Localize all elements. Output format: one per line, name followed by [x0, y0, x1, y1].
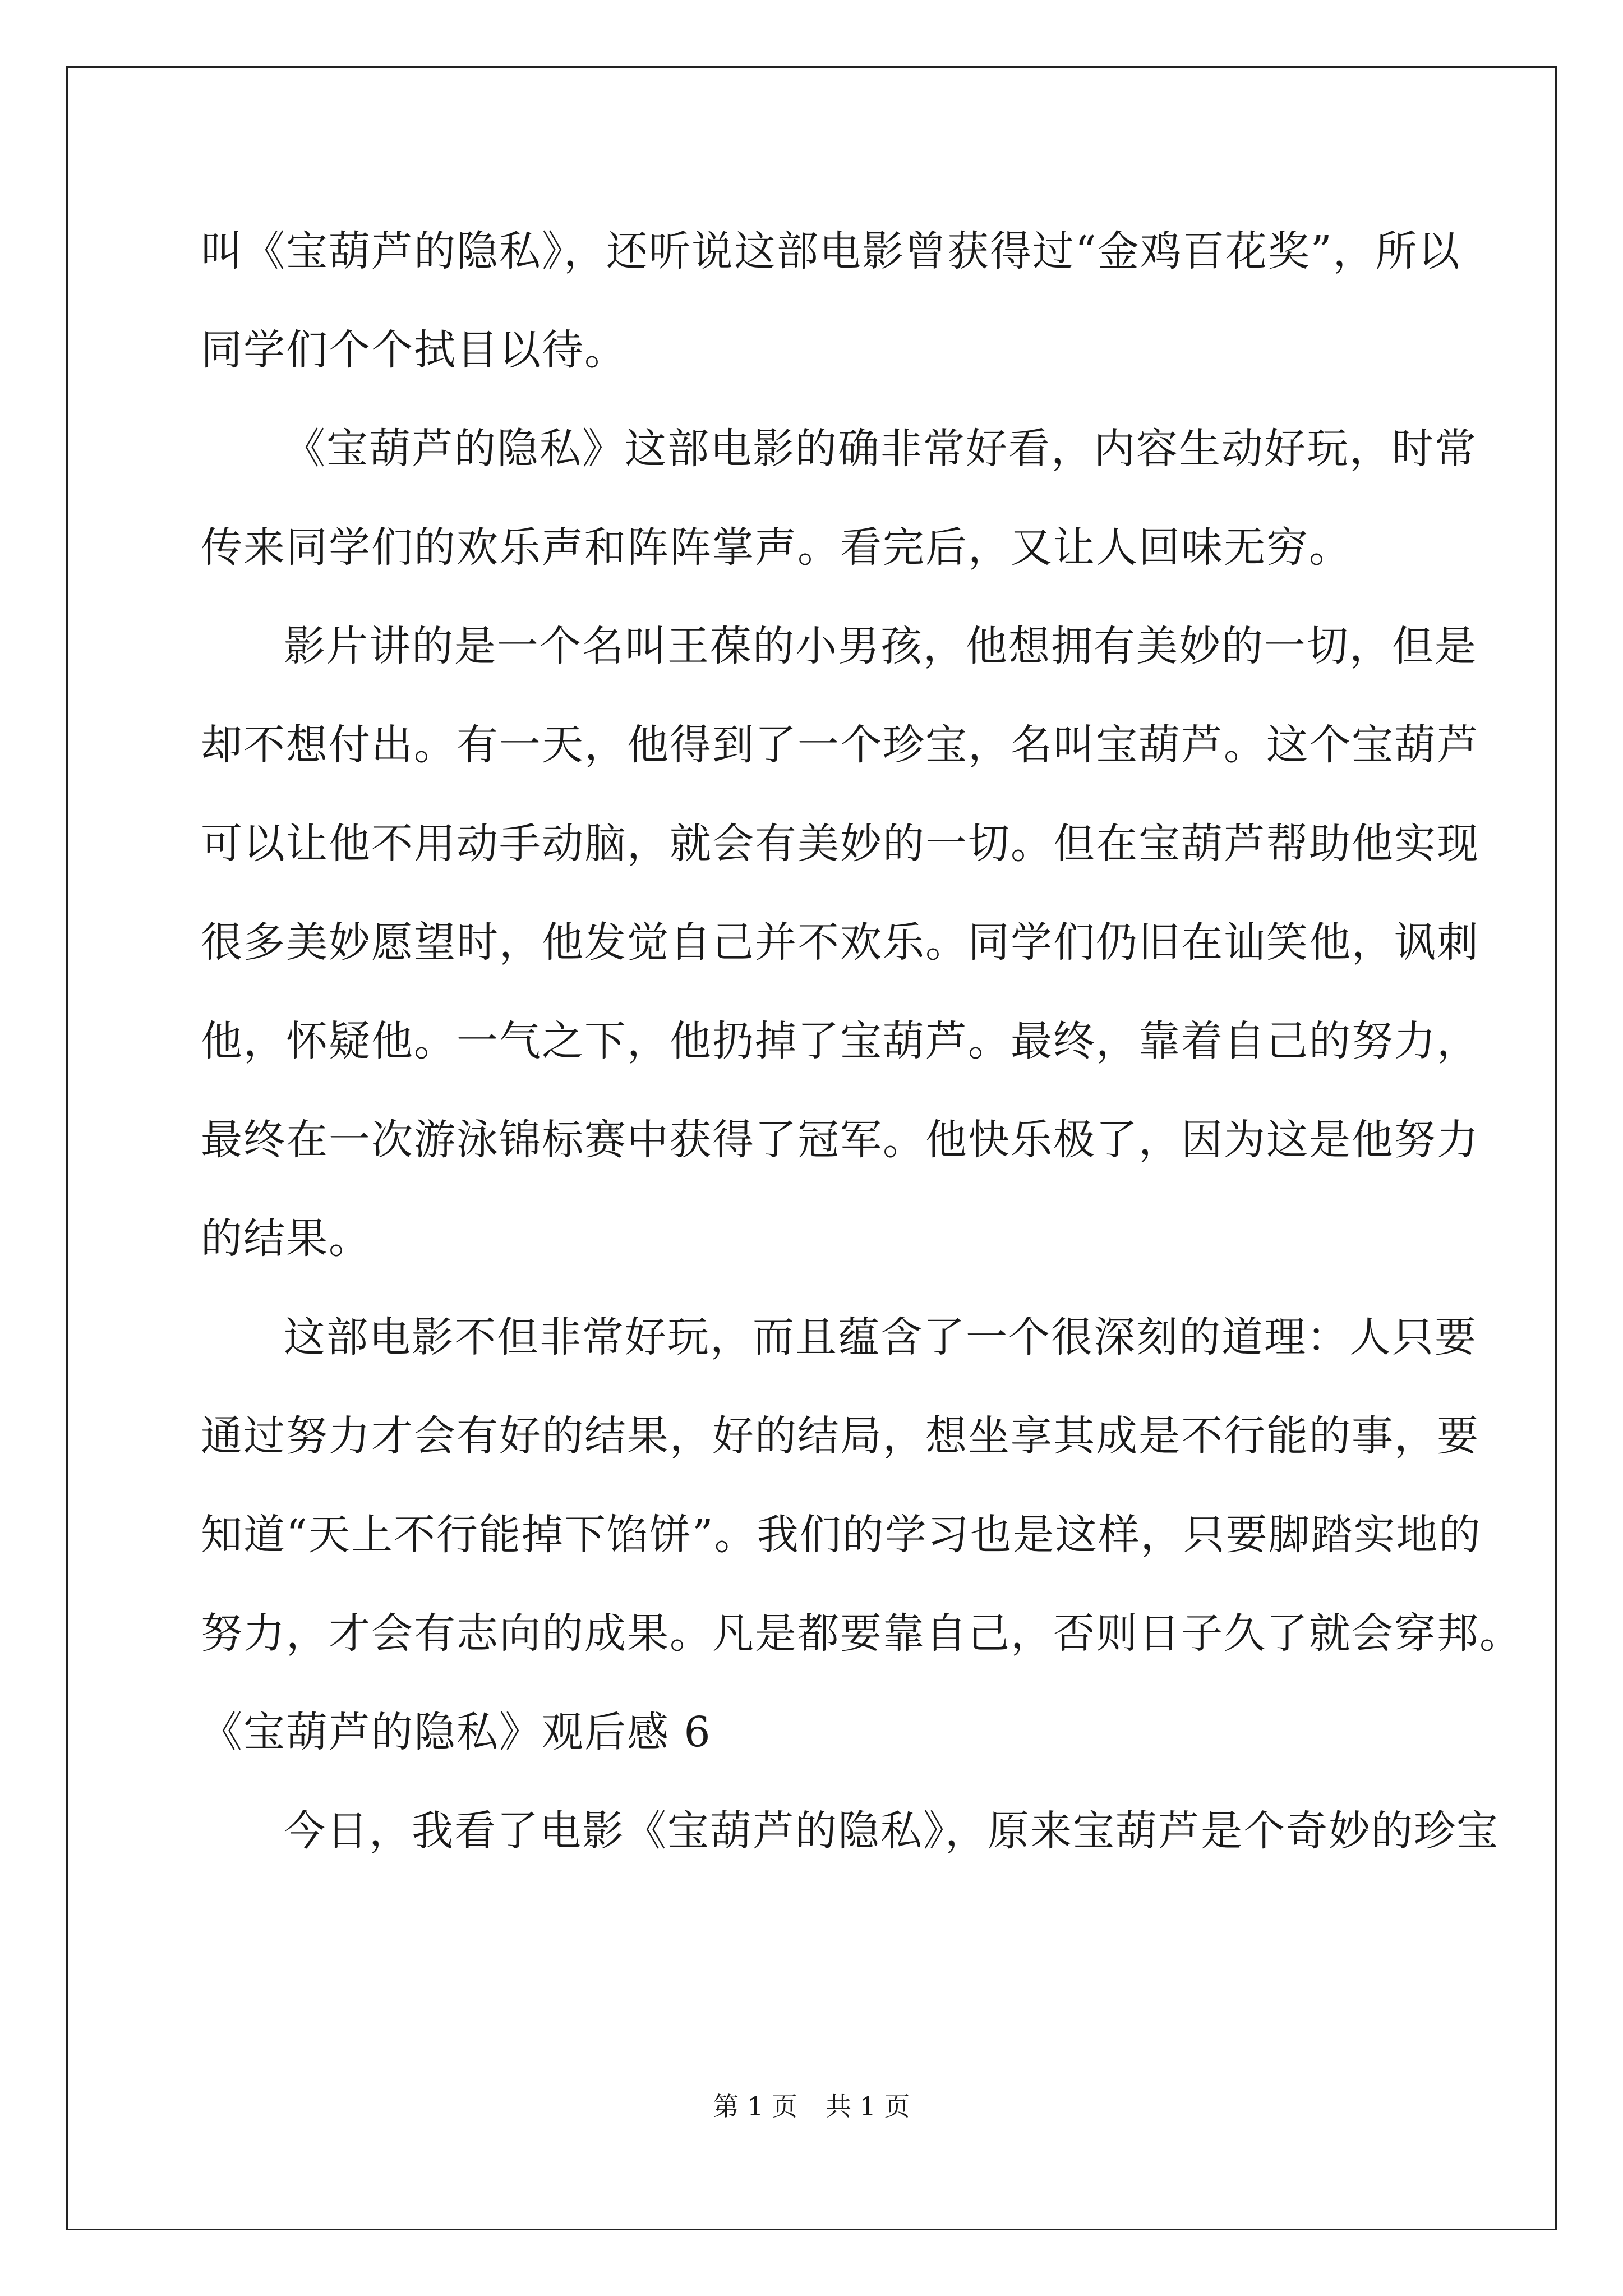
- text-line: 他，怀疑他。一气之下，他扔掉了宝葫芦。最终，靠着自己的努力，: [201, 1017, 1479, 1065]
- page-footer: [0, 2090, 1623, 2123]
- document-body: [201, 202, 1522, 1880]
- text-line: 传来同学们的欢乐声和阵阵掌声。看完后，又让人回味无穷。: [201, 523, 1352, 572]
- text-line: 努力，才会有志向的成果。凡是都要靠自己，否则日子久了就会穿邦。: [201, 1609, 1522, 1658]
- text-line: 最终在一次游泳锦标赛中获得了冠军。他快乐极了，因为这是他努力: [201, 1116, 1479, 1164]
- text-line: 很多美妙愿望时，他发觉自己并不欢乐。同学们仍旧在讪笑他，讽刺: [201, 918, 1479, 967]
- text-line: 却不想付出。有一天，他得到了一个珍宝，名叫宝葫芦。这个宝葫芦: [201, 721, 1479, 769]
- text-line: 的结果。: [201, 1214, 371, 1263]
- text-line: 通过努力才会有好的结果，好的结局，想坐享其成是不行能的事，要: [201, 1412, 1479, 1460]
- text-line: 叫《宝葫芦的隐私》，还听说这部电影曾获得过“金鸡百花奖”，所以: [201, 227, 1461, 275]
- text-line: 知道“天上不行能掉下馅饼”。我们的学习也是这样，只要脚踏实地的: [201, 1511, 1482, 1559]
- paragraph-start: 《宝葫芦的隐私》这部电影的确非常好看，内容生动好玩，时常: [284, 425, 1477, 473]
- section-heading: 《宝葫芦的隐私》观后感 6: [201, 1708, 712, 1756]
- page-number: 第 1 页: [713, 2091, 797, 2122]
- paragraph-start: 这部电影不但非常好玩，而且蕴含了一个很深刻的道理：人只要: [284, 1313, 1477, 1361]
- text-line: 可以让他不用动手动脑，就会有美妙的一切。但在宝葫芦帮助他实现: [201, 820, 1479, 868]
- page-total: 共 1 页: [826, 2091, 910, 2122]
- paragraph-start: 影片讲的是一个名叫王葆的小男孩，他想拥有美妙的一切，但是: [284, 622, 1477, 670]
- text-line: 同学们个个拭目以待。: [201, 326, 627, 374]
- paragraph-start: 今日，我看了电影《宝葫芦的隐私》，原来宝葫芦是个奇妙的珍宝: [284, 1807, 1499, 1855]
